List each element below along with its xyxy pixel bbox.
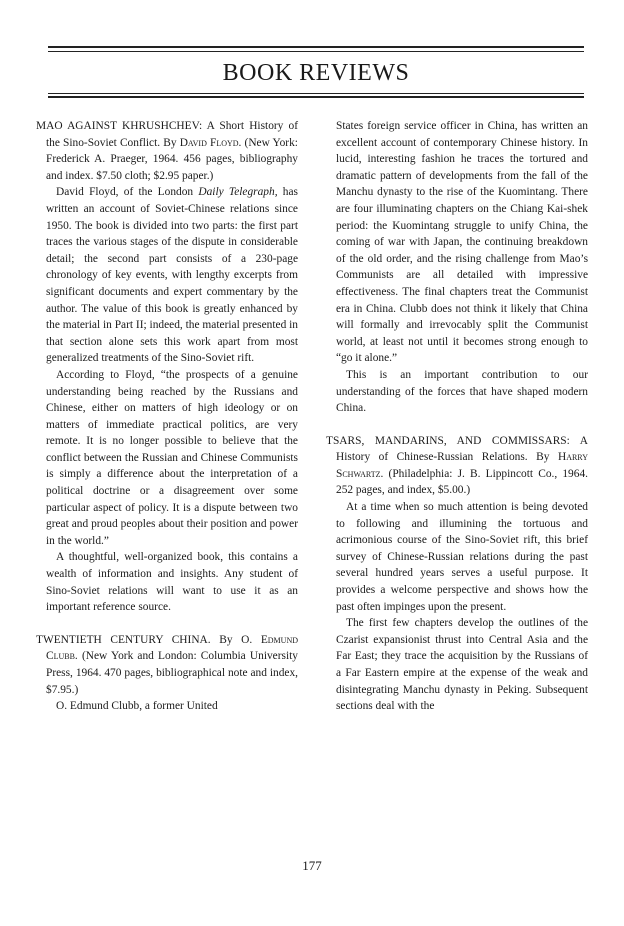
book-author: David Floyd. bbox=[179, 136, 242, 149]
publication-info: (New York: Frederick A. Praeger, 1964. 456 pages, bibliography and index. $7.50 cloth; $2.95 paper.) bbox=[46, 136, 298, 182]
by-label: By bbox=[163, 136, 177, 149]
right-column bbox=[326, 118, 588, 715]
page-title: BOOK REVIEWS bbox=[222, 60, 410, 86]
review-paragraph-continued: States foreign service officer in China, has written an excellent account of contemporary Chinese history. In lucid, interesting fashion he traces the tortured and dramatic pattern of developments from the fall of the Manchu dynasty to the rise of the Kuomintang. There are four illuminating chapters on the Chiang Kai-shek period: the Kuomintang struggle to unify China, the coming of war with Japan, the continuing breakdown of the old order, and the rising challenge from Mao’s Communists are all detailed with impressive effectiveness. The final chapters treat the Communist era in China. Clubb does not think it likely that China will formally and irrevocably split the Communist world, at least not until it becomes strong enough to “go it alone.” bbox=[336, 120, 588, 365]
bottom-rule-thin bbox=[48, 93, 584, 94]
review-heading bbox=[326, 433, 588, 499]
top-rule-thick bbox=[48, 46, 584, 48]
book-title: TWENTIETH CENTURY CHINA. bbox=[36, 633, 211, 646]
top-rule-thin bbox=[48, 51, 584, 52]
review-paragraph: According to Floyd, “the prospects of a genuine understanding being reached by the Russians and Chinese, either on matters of high ideology or on matters of immediate practical politics, are very remote. It is no longer possible to believe that the conflict between the Russian and Chinese Communists is simply a difference about the interpretation of a political doctrine or a disagreement over some particular aspect of policy. It is a dispute between two great and proud peoples about their position and power in the world.” bbox=[46, 368, 298, 547]
book-title: MAO AGAINST KHRUSHCHEV: A Short History of the Sino-Soviet Conflict. bbox=[36, 120, 298, 149]
bottom-rule-thick bbox=[48, 96, 584, 98]
left-column bbox=[36, 118, 298, 715]
by-label: By bbox=[219, 633, 233, 646]
book-author: Harry Schwartz. bbox=[336, 451, 588, 480]
review-paragraph: David Floyd, of the London Daily Telegraph, has written an account of Soviet-Chinese relations since 1950. The book is divided into two parts: the first part traces the various stages of the dispute in considerable detail; the second part consists of a 230-page chronology of key events, with lengthy excerpts from significant documents and expert commentary by the author. The value of this book is greatly enhanced by the material in Part II; indeed, the material presented in that section alone sets this work apart from most generalized treatments of the Sino-Soviet rift. bbox=[46, 186, 298, 365]
publication-info: (Philadelphia: J. B. Lippincott Co., 1964. 252 pages, and index, $5.00.) bbox=[336, 467, 588, 497]
book-author: O. Edmund Clubb. bbox=[46, 633, 299, 663]
review-paragraph: This is an important contribution to our understanding of the forces that have shaped modern China. bbox=[336, 368, 588, 415]
review-paragraph: At a time when so much attention is being devoted to following and illumining the tortuous and acrimonious course of the Sino-Soviet rift, this brief survey of Chinese-Russian relations during the past several hundred years serves a useful purpose. It provides a welcome perspective and shows how the past often impinges upon the present. bbox=[336, 501, 588, 613]
review-heading bbox=[36, 118, 298, 184]
publication-info: (New York and London: Columbia University Press, 1964. 470 pages, bibliographical note and index, $7.95.) bbox=[46, 650, 298, 696]
publication-name: Daily Telegraph, bbox=[198, 186, 278, 199]
review-paragraph: A thoughtful, well-organized book, this contains a wealth of information and insights. Any student of Sino-Soviet relations will want to use it as an important reference source. bbox=[46, 551, 298, 614]
review-paragraph: O. Edmund Clubb, a former United bbox=[56, 700, 218, 713]
by-label: By bbox=[536, 451, 550, 464]
book-title: TSARS, MANDARINS, AND COMMISSARS: A History of Chinese-Russian Relations. bbox=[326, 434, 588, 464]
review-heading bbox=[36, 632, 298, 698]
page-number: 177 bbox=[302, 858, 322, 873]
review-paragraph: The first few chapters develop the outlines of the Czarist expansionist thrust into Central Asia and the Far East; they trace the acquisition by the Russians of a Far Eastern empire at the expense of the weak and disintegrating Manchu dynasty in Peking. Subsequent sections deal with the bbox=[336, 617, 588, 713]
